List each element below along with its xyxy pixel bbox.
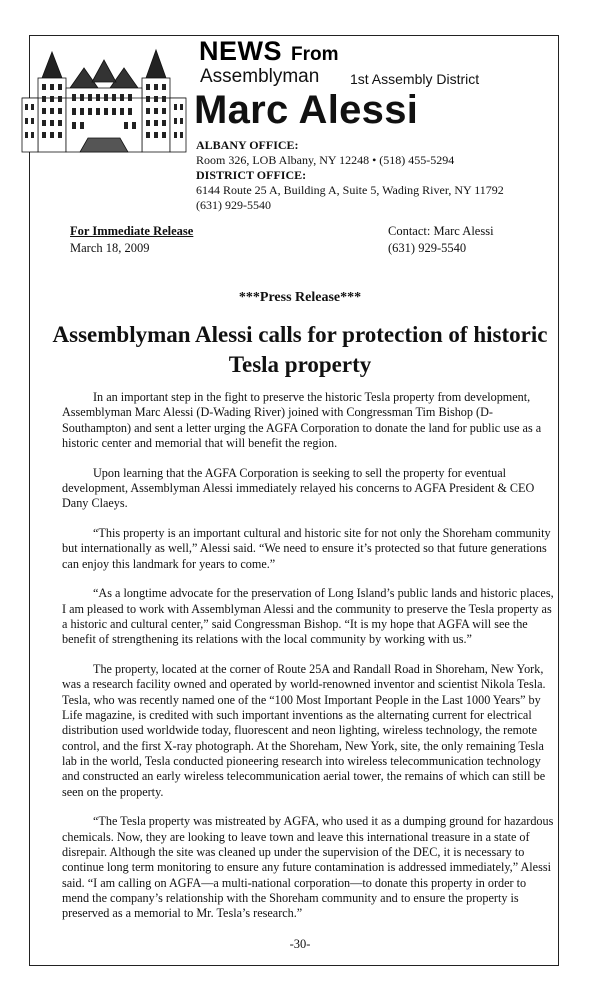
district-office-address: 6144 Route 25 A, Building A, Suite 5, Wading River, NY 11792 <box>196 183 504 197</box>
albany-office-label: ALBANY OFFICE: <box>196 138 299 152</box>
release-block <box>70 223 193 257</box>
news-heading: NEWS <box>199 36 282 66</box>
paragraph: “The Tesla property was mistreated by AGFA, who used it as a dumping ground for hazardous chemicals. Now, they are looking to leave town and leave this international treasure in a state of disrepair. Although the site was cleaned up under the supervision of the DEC, it is necessary to continue long term monitoring to ensure any future contamination is addressed immediately,” Alessi said. “I am calling on AGFA—a multi-national corporation—to donate this property in order to mend the company’s relationship with the Shoreham community and to ensure the property is preserved as a memorial to Mr. Tesla’s research.” <box>62 814 554 921</box>
assemblyman-label: Assemblyman <box>200 66 320 87</box>
paragraph: In an important step in the fight to preserve the historic Tesla property from development, Assemblyman Marc Alessi (D-Wading River) joined with Congressman Tim Bishop (D-Southampton) and sent a letter urging the AGFA Corporation to donate the land for public use as a historic center and memorial that will benefit the region. <box>62 390 542 450</box>
albany-office-address: Room 326, LOB Albany, NY 12248 • (518) 455-5294 <box>196 153 455 167</box>
district-label: 1st Assembly District <box>350 71 480 87</box>
article-body <box>62 390 554 936</box>
from-heading: From <box>291 44 339 65</box>
district-office-label: DISTRICT OFFICE: <box>196 168 307 182</box>
press-release-label: ***Press Release*** <box>238 290 362 305</box>
assemblyman-name: Marc Alessi <box>194 88 419 132</box>
paragraph: “As a longtime advocate for the preservation of Long Island’s public lands and historic places, I am pleased to work with Assemblyman Alessi and the community to preserve the Tesla property as a historic and cultural center,” said Congressman Bishop. “It is my hope that AGFA will see the benefit of strengthening its relations with the local community by working with us.” <box>62 586 554 647</box>
paragraph: The property, located at the corner of Route 25A and Randall Road in Shoreham, New York, was a research facility owned and operated by world-renowned inventor and scientist Nikola Tesla. Tesla, who was recently named one of the “100 Most Important People in the Last 1000 Years” by Life magazine, is credited with such important inventions as the alternating current for electrical distribution used worldwide today, fluorescent and neon lighting, wireless technology, the remote control, and the first X-ray photograph. At the Shoreham, New York, site, the only remaining Tesla lab in the world, Tesla conducted pioneering research into wireless telecommunication technology and constructed an early wireless telecommunication aerial tower, the remains of which can still be seen on the property. <box>62 662 546 799</box>
page-number: -30- <box>289 937 311 951</box>
contact-name: Contact: Marc Alessi <box>388 224 494 238</box>
contact-block <box>388 223 494 257</box>
immediate-release-label: For Immediate Release <box>70 224 194 238</box>
capitol-building-icon <box>20 38 188 156</box>
contact-phone: (631) 929-5540 <box>388 241 467 255</box>
release-date: March 18, 2009 <box>70 241 150 255</box>
district-office-phone: (631) 929-5540 <box>196 198 271 212</box>
paragraph: “This property is an important cultural and historic site for not only the Shoreham community but internationally as well,” Alessi said. “We need to ensure it’s protected so that future generations can enjoy this landmark for years to come.” <box>62 526 551 571</box>
headline: Assemblyman Alessi calls for protection of historic Tesla property <box>52 322 548 377</box>
paragraph: Upon learning that the AGFA Corporation is seeking to sell the property for eventual development, Assemblyman Alessi immediately relayed his concerns to AGFA President & CEO Dany Claeys. <box>62 465 535 511</box>
